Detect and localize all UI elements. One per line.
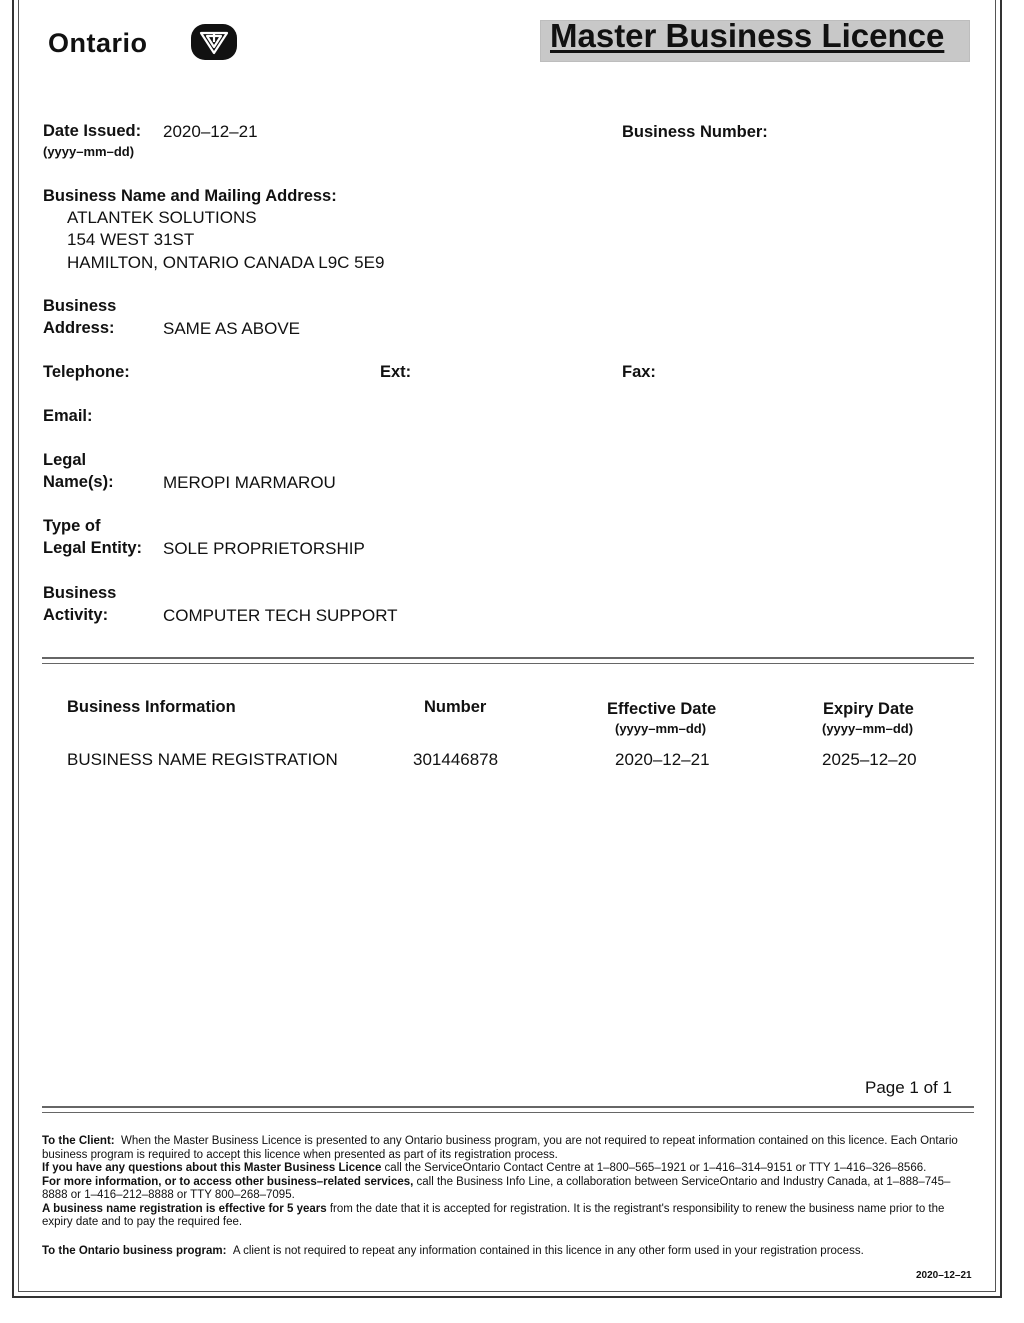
business-activity-value: COMPUTER TECH SUPPORT [163,606,398,625]
col-header-business-information: Business Information [67,698,236,716]
legal-entity-label-line1: Type of [43,517,101,535]
registration-notice-label: A business name registration is effective for 5 years [42,1202,327,1215]
date-issued-value: 2020–12–21 [163,122,258,141]
table-row-number: 301446878 [413,750,499,769]
telephone-label: Telephone: [43,363,130,381]
questions-notice [42,1162,967,1176]
section-divider-top [42,657,974,659]
business-name-value: ATLANTEK SOLUTIONS [67,208,257,227]
legal-names-label-line2: Name(s): [43,473,114,491]
street-address-value: 154 WEST 31ST [67,230,195,249]
trillium-logo-icon [190,23,238,61]
more-info-notice [42,1176,967,1203]
business-address-label-line1: Business [43,297,117,315]
col-header-number: Number [424,698,487,716]
footer-notices [42,1135,967,1230]
legal-names-value: MEROPI MARMAROU [163,473,336,492]
table-row-business-information: BUSINESS NAME REGISTRATION [67,750,338,769]
fax-label: Fax: [622,363,656,381]
business-activity-label-line2: Activity: [43,606,109,624]
registration-notice [42,1203,967,1230]
table-row-expiry-date: 2025–12–20 [822,750,917,769]
client-notice-label: To the Client: [42,1135,115,1147]
email-label: Email: [43,407,93,425]
program-notice [42,1245,967,1259]
document-title: Master Business Licence [550,17,945,54]
section-divider-bottom [42,663,974,664]
expiry-date-format-hint: (yyyy–mm–dd) [822,721,914,736]
business-activity-label-line1: Business [43,584,117,602]
mailing-address-label: Business Name and Mailing Address: [43,187,337,205]
col-header-expiry-date: Expiry Date [823,700,914,718]
effective-date-format-hint: (yyyy–mm–dd) [615,721,707,736]
footer-divider-bottom [42,1112,974,1113]
date-format-hint: (yyyy–mm–dd) [43,144,135,159]
client-notice-text: When the Master Business Licence is presented to any Ontario business program, you are not required to repeat information contained on this licence. Each Ontario business program is required to accept this licence when presented as part of its registration process. [42,1135,958,1161]
more-info-notice-text: call the Business Info Line, a collaboration between ServiceOntario and Industry Canada, at 1–888–745–8888 or 1–416–212–8888 or TTY 800–268–7095. [42,1175,951,1201]
col-header-effective-date: Effective Date [607,700,717,718]
more-info-notice-label: For more information, or to access other business–related services, [42,1175,414,1188]
date-issued-label: Date Issued: [43,122,142,140]
legal-names-label-line1: Legal [43,451,87,469]
business-address-label-line2: Address: [43,319,115,337]
table-row-effective-date: 2020–12–21 [615,750,710,769]
legal-entity-label-line2: Legal Entity: [43,539,143,557]
questions-notice-text: call the ServiceOntario Contact Centre at 1–800–565–1921 or 1–416–314–9151 or TTY 1–416–326–8566. [384,1162,927,1174]
page-indicator: Page 1 of 1 [865,1078,952,1097]
city-address-value: HAMILTON, ONTARIO CANADA L9C 5E9 [67,253,385,272]
business-address-value: SAME AS ABOVE [163,319,301,338]
legal-entity-value: SOLE PROPRIETORSHIP [163,539,365,558]
ext-label: Ext: [380,363,412,381]
footer-date-stamp: 2020–12–21 [916,1270,972,1281]
footer-divider-top [42,1106,974,1108]
program-notice-label: To the Ontario business program: [42,1245,227,1257]
program-notice-text: A client is not required to repeat any information contained in this licence in any other form used in your registration process. [232,1245,864,1257]
business-number-label: Business Number: [622,123,768,141]
ontario-logo-text: Ontario [48,28,148,58]
registration-notice-text: from the date that it is accepted for registration. It is the registrant's responsibility to renew the business name prior to the expiry date and to pay the required fee. [42,1202,945,1228]
client-notice [42,1135,967,1162]
questions-notice-label: If you have any questions about this Master Business Licence [42,1162,382,1174]
